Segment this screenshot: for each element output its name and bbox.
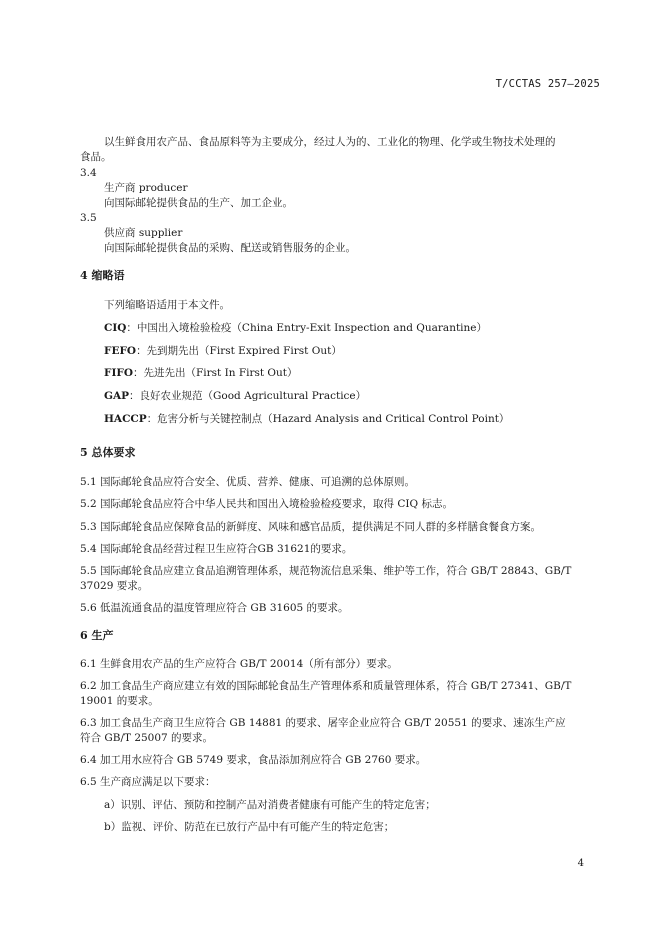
clause-5-1: 5.1 国际邮轮食品应符合安全、优质、营养、健康、可追溯的总体原则。 bbox=[80, 476, 416, 488]
clause-6-5: 6.5 生产商应满足以下要求： bbox=[80, 776, 216, 788]
list-item-b: b）监视、评价、防范在已放行产品中有可能产生的特定危害； bbox=[104, 821, 395, 833]
clause-3-5-number: 3.5 bbox=[80, 212, 97, 224]
abbr-definition: ：中国出入境检验检疫（China Entry-Exit Inspection and Quarantine） bbox=[126, 322, 488, 334]
standard-number: T/CCTAS 257—2025 bbox=[495, 78, 600, 90]
abbr-definition: ：先进先出（First In First Out） bbox=[132, 367, 298, 379]
abbr-item bbox=[104, 321, 487, 335]
abbr-definition: ：危害分析与关键控制点（Hazard Analysis and Critical Control Point） bbox=[146, 413, 510, 425]
abbr-term: FIFO bbox=[104, 367, 133, 379]
section-5-heading: 5 总体要求 bbox=[80, 446, 136, 459]
clause-5-6: 5.6 低温流通食品的温度管理应符合 GB 31605 的要求。 bbox=[80, 602, 349, 614]
clause-5-5-line1: 5.5 国际邮轮食品应建立食品追溯管理体系，规范物流信息采集、维护等工作，符合 GB/T 28843、GB/T bbox=[80, 565, 572, 577]
abbr-item bbox=[104, 389, 366, 403]
clause-5-5-line2: 37029 要求。 bbox=[80, 580, 149, 592]
page-number: 4 bbox=[577, 858, 584, 869]
clause-6-2-line2: 19001 的要求。 bbox=[80, 695, 159, 707]
clause-3-4-term: 生产商 producer bbox=[104, 182, 188, 194]
clause-3-4-number: 3.4 bbox=[80, 167, 97, 179]
abbr-term: GAP bbox=[104, 390, 130, 402]
section-4-heading: 4 缩略语 bbox=[80, 269, 125, 282]
abbr-definition: ：先到期先出（First Expired First Out） bbox=[136, 345, 342, 357]
abbr-item bbox=[104, 412, 509, 426]
clause-3-5-term: 供应商 supplier bbox=[104, 227, 183, 239]
clause-6-3-line2: 符合 GB/T 25007 的要求。 bbox=[80, 732, 214, 744]
abbr-item bbox=[104, 344, 342, 358]
def-3-3-line2: 食品。 bbox=[80, 151, 112, 163]
section-4-intro: 下列缩略语适用于本文件。 bbox=[104, 299, 230, 311]
clause-3-5-definition: 向国际邮轮提供食品的采购、配送或销售服务的企业。 bbox=[104, 242, 356, 254]
clause-6-2-line1: 6.2 加工食品生产商应建立有效的国际邮轮食品生产管理体系和质量管理体系，符合 GB/T 27341、GB/T bbox=[80, 680, 572, 692]
abbr-definition: ：良好农业规范（Good Agricultural Practice） bbox=[129, 390, 367, 402]
abbr-term: FEFO bbox=[104, 345, 137, 357]
clause-5-3: 5.3 国际邮轮食品应保障食品的新鲜度、风味和感官品质，提供满足不同人群的多样膳食餐食方案。 bbox=[80, 521, 542, 533]
abbr-term: CIQ bbox=[104, 322, 127, 334]
abbr-item bbox=[104, 366, 298, 380]
abbr-term: HACCP bbox=[104, 413, 147, 425]
clause-6-4: 6.4 加工用水应符合 GB 5749 要求，食品添加剂应符合 GB 2760 要求。 bbox=[80, 754, 427, 766]
clause-6-1: 6.1 生鲜食用农产品的生产应符合 GB/T 20014（所有部分）要求。 bbox=[80, 658, 398, 670]
clause-5-2: 5.2 国际邮轮食品应符合中华人民共和国出入境检验检疫要求，取得 CIQ 标志。 bbox=[80, 498, 453, 510]
clause-5-4: 5.4 国际邮轮食品经营过程卫生应符合GB 31621的要求。 bbox=[80, 543, 353, 555]
clause-3-4-definition: 向国际邮轮提供食品的生产、加工企业。 bbox=[104, 197, 293, 209]
list-item-a: a）识别、评估、预防和控制产品对消费者健康有可能产生的特定危害； bbox=[104, 799, 436, 811]
section-6-heading: 6 生产 bbox=[80, 629, 114, 642]
def-3-3-line1: 以生鲜食用农产品、食品原料等为主要成分，经过人为的、工业化的物理、化学或生物技术处理的 bbox=[104, 136, 556, 148]
clause-6-3-line1: 6.3 加工食品生产商卫生应符合 GB 14881 的要求、屠宰企业应符合 GB/T 20551 的要求、速冻生产应 bbox=[80, 717, 566, 729]
